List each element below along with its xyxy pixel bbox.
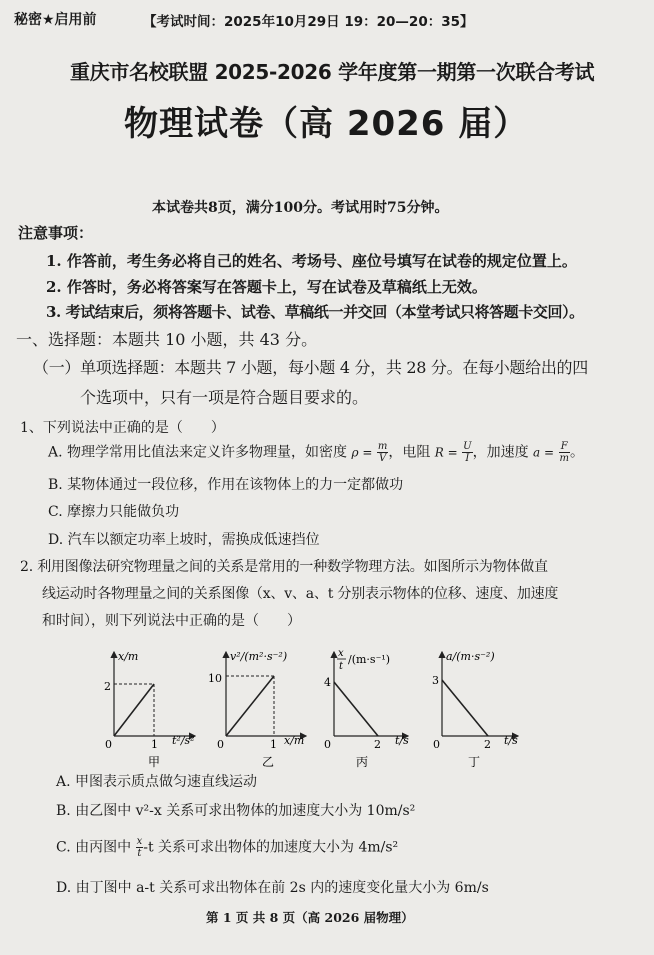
frac-den-m: m — [559, 453, 570, 464]
graph-bing-origin: 0 — [324, 738, 331, 751]
graph-ding — [432, 650, 518, 769]
q1-option-b: B. 某物体通过一段位移，作用在该物体上的力一定都做功 — [48, 477, 404, 493]
graph-yi-ytick: 10 — [208, 672, 222, 685]
r-symbol: R = — [434, 445, 458, 460]
graph-jia-origin: 0 — [105, 738, 112, 751]
graph-bing-ytick: 4 — [324, 676, 331, 689]
q1-option-d: D. 汽车以额定功率上坡时，需换成低速挡位 — [48, 532, 320, 548]
graph-yi — [208, 650, 306, 769]
graph-ding-ytick: 3 — [432, 674, 439, 687]
page-footer: 第 1 页 共 8 页（高 2026 届物理） — [206, 910, 414, 925]
subsection-line1: （一）单项选择题：本题共 7 小题，每小题 4 分，共 28 分。在每小题给出的四 — [33, 358, 588, 377]
frac-num-u: U — [463, 441, 472, 452]
graph-yi-xtick: 1 — [270, 738, 277, 751]
exam-time: 【考试时间：2025年10月29日 19：20—20：35】 — [143, 14, 474, 30]
exam-title-line1: 重庆市名校联盟 2025-2026 学年度第一期第一次联合考试 — [70, 60, 595, 84]
graph-yi-xlabel: x/m — [284, 734, 305, 747]
section-heading: 一、选择题：本题共 10 小题，共 43 分。 — [16, 330, 318, 349]
q2-c-post: -t 关系可求出物体的加速度大小为 4m/s² — [143, 839, 399, 856]
q1-a-end: 。 — [570, 444, 585, 461]
q1-option-a — [48, 441, 584, 464]
exam-intro: 本试卷共8页，满分100分。考试用时75分钟。 — [152, 200, 449, 216]
graph-jia — [104, 650, 195, 769]
frac-num-f: F — [559, 441, 570, 453]
rho-symbol: ρ = — [351, 445, 373, 460]
graph-yi-ylabel: v²/(m²·s⁻²) — [230, 650, 288, 663]
graph-bing-ylabel-x: x — [338, 648, 344, 659]
q2-line3: 和时间），则下列说法中正确的是（ ） — [42, 613, 301, 629]
q2-option-b: B. 由乙图中 v²-x 关系可求出物体的加速度大小为 10m/s² — [56, 803, 416, 819]
q1-option-c: C. 摩擦力只能做负功 — [48, 504, 180, 520]
graph-bing — [324, 648, 409, 769]
graph-bing-ylabel-t: t — [339, 661, 344, 672]
graph-bing-xtick: 2 — [374, 738, 381, 751]
graphs-figure — [90, 640, 610, 770]
q1-a-text: A. 物理学常用比值法来定义许多物理量，如密度 — [48, 444, 348, 461]
subsection-line2: 个选项中，只有一项是符合题目要求的。 — [80, 388, 369, 407]
graph-jia-xtick: 1 — [151, 738, 158, 751]
notes-heading: 注意事项： — [18, 224, 94, 242]
graph-yi-name: 乙 — [262, 755, 275, 769]
graph-bing-xlabel: t/s — [395, 734, 409, 747]
frac-den-v: V — [378, 453, 387, 464]
graph-jia-ylabel: x/m — [118, 650, 139, 663]
note-item-2: 2. 作答时，务必将答案写在答题卡上，写在试卷及草稿纸上无效。 — [46, 278, 487, 296]
graph-jia-xlabel: t²/s² — [172, 734, 195, 747]
q1-resist-text: ，电阻 — [388, 444, 431, 461]
q2-option-c — [56, 836, 398, 859]
graph-ding-xtick: 2 — [484, 738, 491, 751]
a-symbol: a = — [533, 445, 555, 460]
exam-title-line2: 物理试卷（高 2026 届） — [124, 104, 529, 144]
note-item-3: 3. 考试结束后，须将答题卡、试卷、草稿纸一并交回（本堂考试只将答题卡交回）。 — [46, 303, 584, 321]
graph-ding-origin: 0 — [433, 738, 440, 751]
secret-label: 秘密★启用前 — [14, 12, 97, 28]
frac-den-i: I — [465, 453, 470, 464]
q1-accel-text: ，加速度 — [472, 444, 529, 461]
q2-option-d: D. 由丁图中 a-t 关系可求出物体在前 2s 内的速度变化量大小为 6m/s — [56, 880, 489, 896]
graph-ding-xlabel: t/s — [504, 734, 518, 747]
q2-line2: 线运动时各物理量之间的关系图像（x、v、a、t 分别表示物体的位移、速度、加速度 — [42, 586, 559, 602]
graph-jia-ytick: 2 — [104, 680, 111, 693]
graph-ding-name: 丁 — [468, 755, 481, 769]
graph-ding-ylabel: a/(m·s⁻²) — [446, 650, 495, 663]
graph-yi-origin: 0 — [217, 738, 224, 751]
graph-jia-name: 甲 — [148, 755, 161, 769]
q2-option-a: A. 甲图表示质点做匀速直线运动 — [56, 774, 258, 790]
note-item-1: 1. 作答前，考生务必将自己的姓名、考场号、座位号填写在试卷的规定位置上。 — [46, 252, 577, 270]
q1-stem: 1、下列说法中正确的是（ ） — [20, 420, 225, 436]
q2-c-pre: C. 由丙图中 — [56, 839, 132, 856]
frac-den-t: t — [137, 848, 142, 859]
q2-line1: 2. 利用图像法研究物理量之间的关系是常用的一种数学物理方法。如图所示为物体做直 — [20, 559, 548, 575]
graph-bing-ylabel-unit: /(m·s⁻¹) — [348, 653, 391, 666]
frac-num-x: x — [136, 836, 143, 847]
graph-bing-name: 丙 — [356, 755, 369, 769]
frac-num-m: m — [377, 441, 388, 452]
